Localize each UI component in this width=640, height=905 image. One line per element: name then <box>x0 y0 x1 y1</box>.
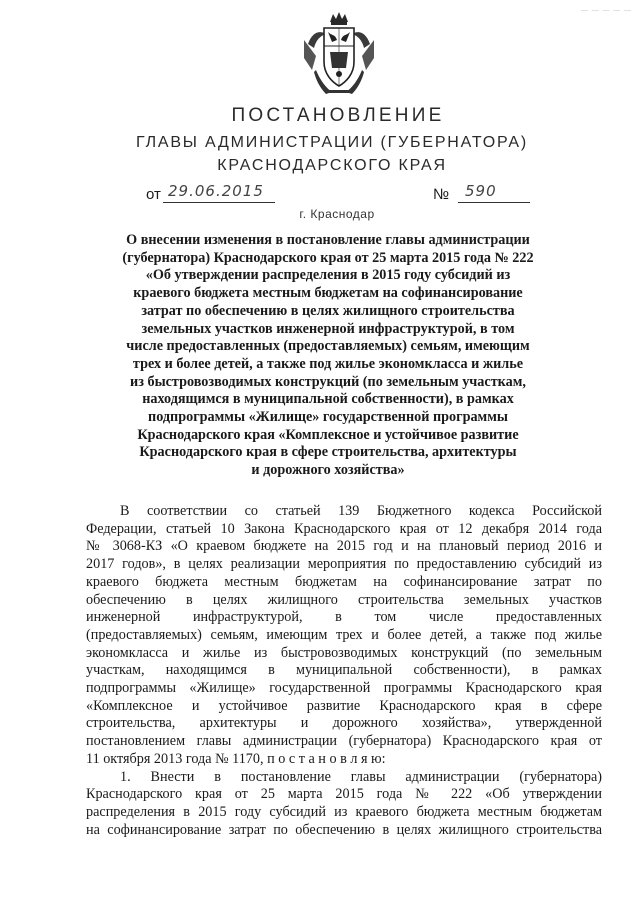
body-line: № 3068-КЗ «О краевом бюджете на 2015 год и на плановый период 2016 и <box>86 538 602 555</box>
subject-line: и дорожного хозяйства» <box>251 462 405 479</box>
subject-line: затрат по обеспечению в целях жилищного строительства <box>141 302 515 319</box>
subject-heading <box>120 232 536 480</box>
subject-line: подпрограммы «Жилище» государственной программы <box>148 409 508 426</box>
handwritten-date: 29.06.2015 <box>168 182 264 200</box>
subject-line: Краснодарского края в сфере строительства, архитектуры <box>139 444 517 461</box>
subject-line: трех и более детей, а также под жилье экономкласса и жилье <box>132 355 524 372</box>
body-line: строительства, архитектуры и дорожного хозяйства», утвержденной <box>86 715 602 732</box>
body-line: Федерации, статьей 10 Закона Краснодарского края от 12 декабря 2014 года <box>86 520 602 537</box>
date-number-row <box>0 182 640 206</box>
document-type-title: ПОСТАНОВЛЕНИЕ <box>231 105 445 126</box>
coat-of-arms-emblem <box>302 10 376 96</box>
city-line: г. Краснодар <box>299 207 375 221</box>
handwritten-number: 590 <box>465 182 497 200</box>
body-line: распределения в 2015 году субсидий из краевого бюджета местным бюджетам <box>86 803 602 820</box>
body-line: 1. Внести в постановление главы администрации (губернатора) <box>120 768 602 785</box>
subject-line: Краснодарского края «Комплексное и устойчивое развитие <box>137 426 519 443</box>
body-line: краевого бюджета местным бюджетам на софинансирование затрат по <box>86 573 602 590</box>
subject-line: О внесении изменения в постановление главы администрации <box>126 232 530 248</box>
body-line: 11 октября 2013 года № 1170, п о с т а н о в л я ю: <box>86 750 386 767</box>
body-text <box>86 503 602 839</box>
body-line: экономкласса и жилье из быстровозводимых конструкций (по земельным <box>86 644 602 661</box>
body-line: В соответствии со статьей 139 Бюджетного кодекса Российской <box>120 503 602 519</box>
date-underline <box>163 202 275 203</box>
corner-mark: — — — — — <box>581 6 632 14</box>
subject-line: «Об утверждении распределения в 2015 году субсидий из <box>145 267 511 284</box>
body-line: (предоставляемых) семьям, имеющим трех и более детей, а также под жилье <box>86 626 602 643</box>
subject-line: из быстровозводимых конструкций (по земельным участкам, <box>130 373 526 390</box>
number-label: № <box>433 186 450 203</box>
body-line: 2017 годов», в целях реализации мероприятия по предоставлению субсидий из <box>86 556 602 573</box>
date-label: от <box>146 186 161 203</box>
subject-line: земельных участков инженерной инфраструктурой, в том <box>141 320 515 337</box>
body-line: подпрограммы «Жилище» государственной программы Краснодарского края <box>86 680 602 697</box>
body-line: «Комплексное и устойчивое развитие Краснодарского края в сфере <box>86 697 602 714</box>
body-line: постановлением главы администрации (губернатора) Краснодарского края от <box>86 733 602 750</box>
body-line: обеспечению в целях жилищного строительства земельных участков <box>86 591 602 608</box>
body-line: на софинансирование затрат по обеспечению в целях жилищного строительства <box>86 821 602 838</box>
subject-line: краевого бюджета местным бюджетам на софинансирование <box>133 285 523 302</box>
body-line: участкам, находящимся в муниципальной собственности), в рамках <box>86 662 602 679</box>
issuer-line-1: ГЛАВЫ АДМИНИСТРАЦИИ (ГУБЕРНАТОРА) <box>136 134 528 151</box>
number-underline <box>458 202 530 203</box>
subject-line: находящимся в муниципальной собственности), в рамках <box>142 391 514 408</box>
subject-line: числе предоставленных (предоставляемых) семьям, имеющим <box>126 338 530 355</box>
subject-line: (губернатора) Краснодарского края от 25 марта 2015 года № 222 <box>122 249 534 266</box>
body-line: инженерной инфраструктурой, в том числе предоставленных <box>86 609 602 626</box>
issuer-line-2: КРАСНОДАРСКОГО КРАЯ <box>217 157 447 174</box>
body-line: Краснодарского края от 25 марта 2015 года № 222 «Об утверждении <box>86 786 602 803</box>
